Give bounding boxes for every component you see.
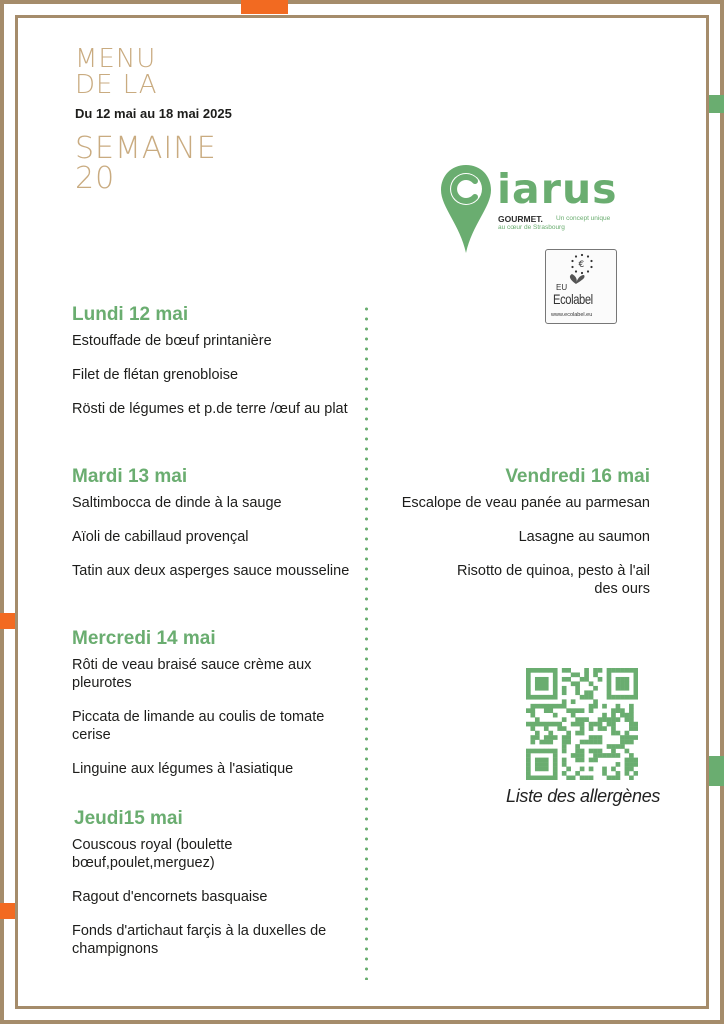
brand-name: iarus xyxy=(497,165,618,213)
day-thursday xyxy=(74,808,354,974)
dish-item: Piccata de limande au coulis de tomate cerise xyxy=(72,709,325,743)
day-title: Lundi 12 mai xyxy=(72,304,189,325)
right-green-tab-1 xyxy=(709,95,724,113)
dish-item: Ragout d'encornets basquaise xyxy=(72,889,268,905)
dish-item: Linguine aux légumes à l'asiatique xyxy=(72,761,294,777)
brand-tagline-1: Un concept unique xyxy=(556,215,611,222)
brand-tagline-2: au cœur de Strasbourg xyxy=(498,224,565,231)
svg-text:€: € xyxy=(578,260,585,270)
dish-item: Couscous royal (boulette bœuf,poulet,merguez) xyxy=(72,837,233,871)
menu-title-line-1: MENU xyxy=(75,44,157,74)
dish-item: Saltimbocca de dinde à la sauge xyxy=(72,495,282,511)
dish-item: Tatin aux deux asperges sauce mousseline xyxy=(72,563,350,579)
day-title: Jeudi15 mai xyxy=(74,808,183,829)
menu-date-range: Du 12 mai au 18 mai 2025 xyxy=(75,106,232,121)
dish-item: Fonds d'artichaut farçis à la duxelles de champignons xyxy=(72,923,327,957)
dish-item: Filet de flétan grenobloise xyxy=(72,367,239,383)
menu-title-line-2: DE LA xyxy=(75,70,158,100)
dish-item: Estouffade de bœuf printanière xyxy=(72,333,272,349)
dish-item: Rôti de veau braisé sauce crème aux pleurotes xyxy=(72,657,312,691)
day-title: Mercredi 14 mai xyxy=(72,628,216,649)
day-tuesday xyxy=(72,466,352,596)
day-monday xyxy=(72,304,352,434)
day-title: Vendredi 16 mai xyxy=(505,466,650,487)
dish-item: Lasagne au saumon xyxy=(518,529,650,545)
menu-title-line-3: SEMAINE xyxy=(75,131,217,166)
dish-item: Escalope de veau panée au parmesan xyxy=(401,495,650,511)
ecolabel-name: Ecolabel xyxy=(553,291,593,307)
day-title: Mardi 13 mai xyxy=(72,466,188,487)
left-orange-tab-2 xyxy=(0,903,15,919)
allergen-qr-code-icon[interactable] xyxy=(526,668,638,780)
allergen-list-label: Liste des allergènes xyxy=(506,786,661,806)
ecolabel-url: www.ecolabel.eu xyxy=(551,312,593,318)
left-orange-tab-1 xyxy=(0,613,15,629)
day-wednesday xyxy=(72,628,352,794)
ecolabel-eu: EU xyxy=(556,283,568,292)
dish-item: Rösti de légumes et p.de terre /œuf au plat xyxy=(72,401,348,417)
top-orange-tab xyxy=(241,0,288,14)
week-number: 20 xyxy=(75,161,116,196)
brand-gourmet: GOURMET. xyxy=(498,214,543,224)
dish-item: Risotto de quinoa, pesto à l'ail des ours xyxy=(456,563,650,597)
dish-item: Aïoli de cabillaud provençal xyxy=(72,529,249,545)
right-green-tab-2 xyxy=(709,756,724,786)
ecolabel-flower-icon xyxy=(546,250,618,286)
day-friday xyxy=(380,466,650,614)
dotted-column-divider xyxy=(365,304,368,980)
eu-ecolabel xyxy=(545,249,617,324)
